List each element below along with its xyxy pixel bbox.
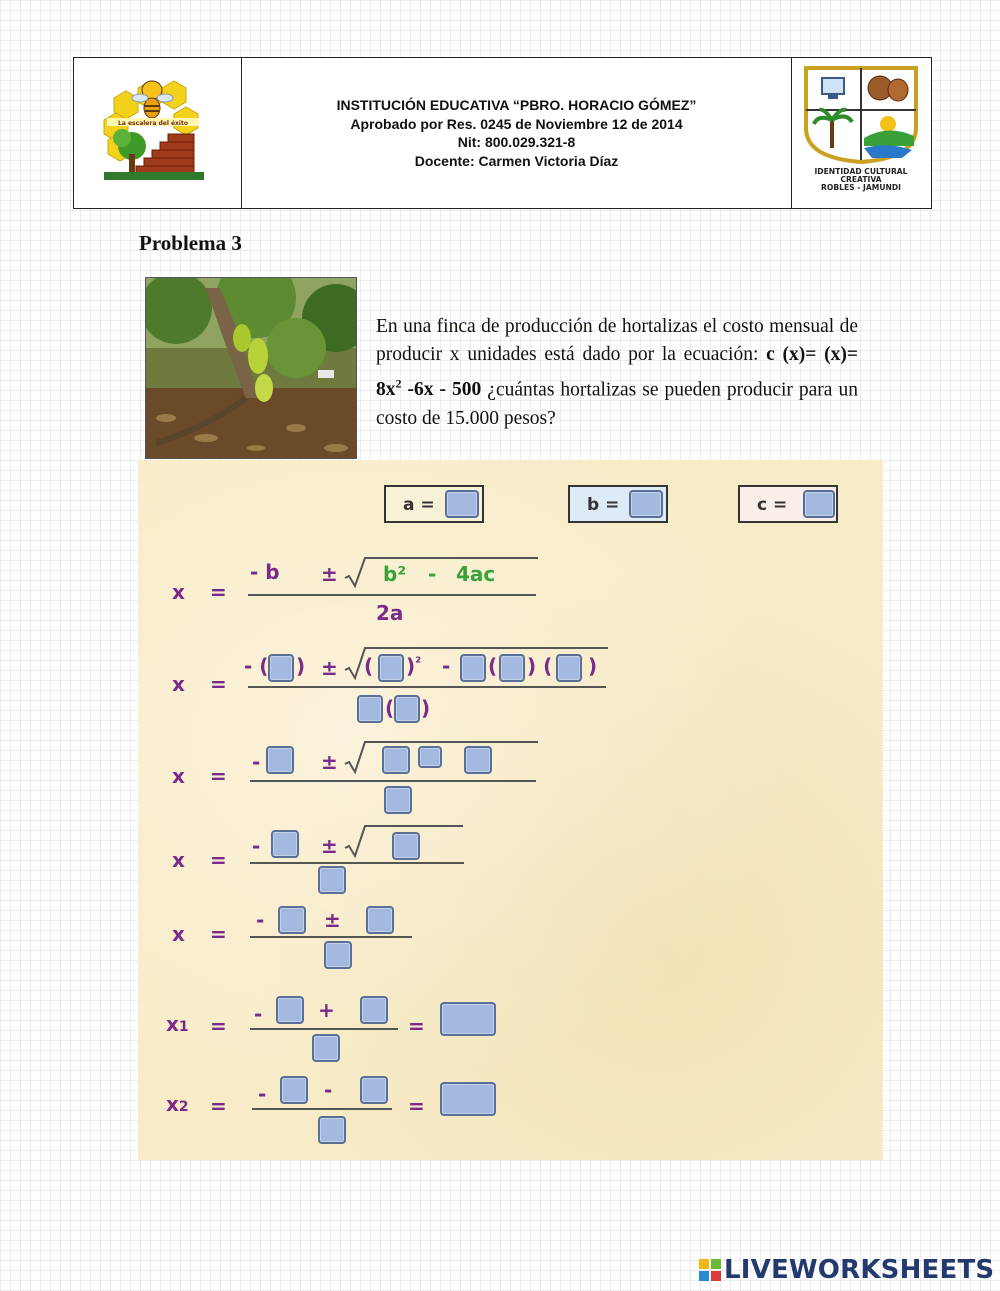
row1-4ac: 4ac <box>456 562 496 586</box>
row-x1-neg: - <box>254 1002 263 1026</box>
row1-radical-icon <box>343 556 538 588</box>
row2-paren-a-close: ) ( <box>527 654 553 678</box>
liveworksheets-brand[interactable]: LIVEWORKSHEETS <box>724 1255 995 1285</box>
school-name: INSTITUCIÓN EDUCATIVA “PBRO. HORACIO GÓMEZ” <box>336 97 697 113</box>
row2-b-squared-input[interactable] <box>378 654 404 682</box>
row4-neg-b-input[interactable] <box>271 830 299 858</box>
row-x2-result-eq: = <box>408 1094 425 1118</box>
row2-fraction-bar <box>248 686 606 688</box>
row2-open-paren-den: ( <box>385 696 395 720</box>
plant-photo-image <box>146 278 357 459</box>
row3-neg-b-input[interactable] <box>266 746 294 774</box>
row3-denominator-input[interactable] <box>384 786 412 814</box>
row1-eq: = <box>210 580 227 604</box>
row-x2-minus: - <box>324 1078 333 1102</box>
seal-line2: CREATIVA <box>840 175 882 184</box>
row2-4-input[interactable] <box>460 654 486 682</box>
coef-a-box <box>384 485 484 523</box>
row2-c-input[interactable] <box>556 654 582 682</box>
row4-neg: - <box>252 834 261 858</box>
row2-open-paren-a: ( <box>488 654 498 678</box>
row2-pm: ± <box>321 656 338 680</box>
row4-x: x <box>172 848 185 872</box>
row2-open-paren: ( <box>364 654 374 678</box>
row1-b2: b² <box>383 562 407 586</box>
teacher-text: Docente: Carmen Victoria Díaz <box>414 152 619 169</box>
school-logo-icon <box>74 58 242 208</box>
row2-neg-paren: - ( <box>244 654 269 678</box>
row1-fraction-bar <box>248 594 536 596</box>
row2-close-paren: ) <box>296 654 306 678</box>
row-x2-result-input[interactable] <box>440 1082 496 1116</box>
row3-pm: ± <box>321 750 338 774</box>
row2-eq: = <box>210 672 227 696</box>
row-x2-eq: = <box>210 1094 227 1118</box>
coef-a-input[interactable] <box>445 490 479 518</box>
row2-x: x <box>172 672 185 696</box>
nit-text: Nit: 800.029.321-8 <box>457 134 576 150</box>
school-info <box>242 58 792 208</box>
row5-denominator-input[interactable] <box>324 941 352 969</box>
coef-b-input[interactable] <box>629 490 663 518</box>
row-x2-label: x2 <box>166 1092 189 1116</box>
row3-x: x <box>172 764 185 788</box>
row2-a-input[interactable] <box>499 654 525 682</box>
quadratic-formula-panel <box>138 460 883 1160</box>
row1-x: x <box>172 580 185 604</box>
problem-equation: c $(x)= (x)= 8x^2$ -6x - 500 <box>376 344 858 401</box>
row-x1-label: x1 <box>166 1012 189 1036</box>
row1-2a: 2a <box>376 601 404 625</box>
row4-eq: = <box>210 848 227 872</box>
plant-photo <box>145 277 357 459</box>
row3-b2-input[interactable] <box>382 746 410 774</box>
row-x2-root-input[interactable] <box>360 1076 388 1104</box>
row5-root-input[interactable] <box>366 906 394 934</box>
row3-4ac-input[interactable] <box>464 746 492 774</box>
row2-a-den-input[interactable] <box>394 695 420 723</box>
coef-b-label: b = <box>587 495 620 515</box>
row-x1-denominator-input[interactable] <box>312 1034 340 1062</box>
row-x1-neg-b-input[interactable] <box>276 996 304 1024</box>
row5-neg: - <box>256 908 265 932</box>
coef-b-box <box>568 485 668 523</box>
seal-line1: IDENTIDAD CULTURAL <box>814 167 908 176</box>
row5-x: x <box>172 922 185 946</box>
row4-discriminant-input[interactable] <box>392 832 420 860</box>
header-table <box>73 57 932 209</box>
row-x1-plus: + <box>318 998 335 1022</box>
row2-close-paren-den: ) <box>421 696 431 720</box>
problem-text-part1: En una finca de producción de hortalizas el costo mensual de producir x unidades está dado por la ecuación: <box>376 316 858 366</box>
coef-a-label: a = <box>403 495 435 515</box>
problem-text-part2: ¿cuántas hortalizas se pueden producir para un costo de 15.000 pesos? <box>376 379 858 429</box>
row5-pm: ± <box>324 908 341 932</box>
row2-minus: - <box>442 654 451 678</box>
row4-pm: ± <box>321 834 338 858</box>
problem-statement <box>376 313 858 433</box>
row3-fraction-bar <box>250 780 536 782</box>
row2-paren-c-close: ) <box>588 654 598 678</box>
row-x1-root-input[interactable] <box>360 996 388 1024</box>
seal-cell <box>792 58 931 208</box>
svg-text:La escalera del éxito: La escalera del éxito <box>118 120 188 127</box>
coef-c-input[interactable] <box>803 490 835 518</box>
equation-exponent: 2 <box>395 376 402 391</box>
row2-b-input[interactable] <box>268 654 294 682</box>
seal-line3: ROBLES - JAMUNDI <box>821 183 901 192</box>
row-x2-denominator-input[interactable] <box>318 1116 346 1144</box>
row1-minus: - <box>428 562 437 586</box>
row-x2-neg-b-input[interactable] <box>280 1076 308 1104</box>
liveworksheets-logo-icon <box>699 1259 721 1281</box>
coef-c-box <box>738 485 838 523</box>
row5-fraction-bar <box>250 936 412 938</box>
row3-sign-input[interactable] <box>418 746 442 768</box>
row3-eq: = <box>210 764 227 788</box>
approval-text: Aprobado por Res. 0245 de Noviembre 12 de 2014 <box>350 115 683 132</box>
row4-denominator-input[interactable] <box>318 866 346 894</box>
row-x1-fraction-bar <box>250 1028 398 1030</box>
row-x2-fraction-bar <box>252 1108 392 1110</box>
row-x2-neg: - <box>258 1082 267 1106</box>
row2-2-input[interactable] <box>357 695 383 723</box>
row2-paren-sq: )$^{^2}$ <box>406 654 422 678</box>
row-x1-result-eq: = <box>408 1014 425 1038</box>
row5-neg-b-input[interactable] <box>278 906 306 934</box>
cultural-seal-icon <box>792 58 931 208</box>
row1-pm: ± <box>321 562 338 586</box>
row3-neg: - <box>252 750 261 774</box>
row1-neg-b: - b <box>250 560 280 584</box>
school-logo-cell <box>74 58 242 208</box>
problem-title: Problema 3 <box>139 231 242 255</box>
row-x1-result-input[interactable] <box>440 1002 496 1036</box>
row4-fraction-bar <box>250 862 464 864</box>
row5-eq: = <box>210 922 227 946</box>
row-x1-eq: = <box>210 1014 227 1038</box>
coef-c-label: c = <box>757 495 788 515</box>
